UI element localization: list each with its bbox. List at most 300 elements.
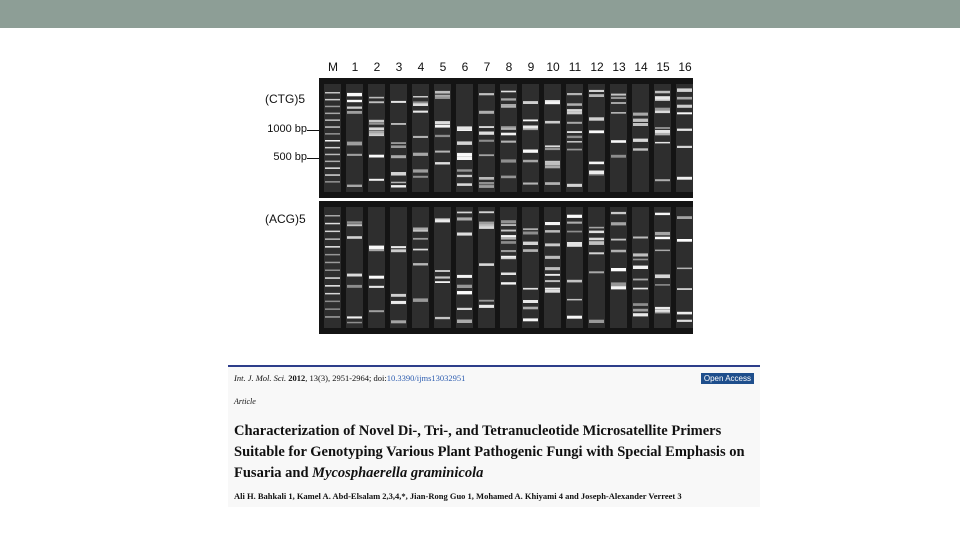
gel-band [413,263,428,265]
volume-pages: , 13(3), 2951-2964; doi: [305,373,387,383]
gel-band [589,252,604,254]
gel-band [655,275,670,278]
gel-band [545,102,560,104]
gel-band [347,316,362,318]
gel-band [347,142,362,144]
gel-band [347,100,362,102]
gel-band [545,274,560,276]
gel-band [479,126,494,128]
gel-band [633,253,648,256]
gel-band [545,280,560,282]
gel-band [391,185,406,187]
gel-band [545,256,560,259]
gel-band [479,177,494,180]
gel-panel-acg [319,201,693,334]
gel-band [325,293,340,295]
gel-band [325,238,340,240]
gel-band [457,154,472,156]
gel-band [369,276,384,279]
gel-band [523,307,538,310]
gel-band [633,148,648,150]
gel-band [545,162,560,165]
gel-band [391,320,406,323]
gel-band [677,320,692,322]
gel-band [633,309,648,312]
gel-band [633,259,648,261]
gel-band [567,316,582,319]
lane-label-3: 3 [395,60,403,74]
gel-band [325,167,340,169]
gel-band [479,185,494,188]
gel-band [545,222,560,225]
gel-band [479,300,494,302]
gel-band [457,183,472,186]
gel-band [435,220,450,223]
gel-band [413,136,428,138]
article-type: Article [234,397,256,406]
gel-band [589,238,604,241]
gel-band [325,133,340,135]
gel-band [457,233,472,236]
gel-band [501,91,516,93]
gel-acg-lane-12 [588,207,605,328]
gel-band [413,230,428,232]
gel-band [677,239,692,242]
gel-band [545,165,560,168]
gel-band [611,239,626,241]
gel-band [567,215,582,218]
gel-band [435,270,450,272]
gel-band [325,254,340,256]
gel-band [677,97,692,100]
gel-band [347,93,362,96]
gel-band [589,90,604,92]
gel-band [677,268,692,270]
gel-band [633,119,648,122]
gel-band [479,263,494,266]
gel-band [435,281,450,283]
gel-band [435,95,450,97]
gel-band [413,101,428,103]
gel-band [347,154,362,156]
gel-band [457,320,472,324]
gel-acg-lane-5 [434,207,451,328]
gel-band [413,298,428,302]
gel-band [611,222,626,225]
gel-band [523,101,538,104]
gel-band [523,120,538,122]
gel-band [633,139,648,142]
gel-band [545,230,560,233]
gel-band [501,159,516,162]
gel-band [369,249,384,251]
gel-band [567,231,582,233]
lane-label-11: 11 [568,60,582,74]
gel-band [479,132,494,135]
gel-band [501,220,516,223]
gel-band [435,162,450,164]
gel-band [479,182,494,185]
gel-band [391,155,406,158]
gel-ctg-lane-9 [522,84,539,192]
gel-band [325,174,340,176]
gel-band [611,282,626,285]
gel-band [655,307,670,310]
gel-ctg-lane-16 [676,84,693,192]
gel-band [325,316,340,318]
marker-tick-1000bp [307,130,319,131]
gel-band [523,183,538,185]
gel-band [435,125,450,128]
gel-band [545,121,560,124]
gel-band [545,267,560,270]
paper-title [234,421,754,484]
gel-band [325,106,340,108]
gel-band [391,142,406,144]
marker-label-1000bp: 1000 bp [267,123,307,135]
gel-band [325,147,340,149]
gel-band [325,119,340,121]
gel-band [369,101,384,103]
primer-label-acg: (ACG)5 [265,212,306,226]
gel-band [325,161,340,163]
gel-band [677,112,692,114]
gel-band [501,235,516,237]
gel-band [611,94,626,96]
gel-band [655,232,670,235]
gel-band [655,237,670,240]
gel-band [325,285,340,287]
gel-band [633,113,648,116]
gel-band [501,224,516,226]
paper-title-species: Mycosphaerella graminicola [312,465,484,481]
gel-band [523,249,538,252]
lane-label-2: 2 [373,60,381,74]
gel-band [501,141,516,143]
gel-band [457,275,472,278]
gel-ctg-lane-7 [478,84,495,192]
gel-band [501,230,516,232]
gel-band [457,141,472,145]
gel-band [325,92,340,94]
gel-band [655,91,670,94]
gel-band [633,279,648,281]
gel-band [347,221,362,224]
gel-band [435,135,450,137]
gel-figure [255,58,705,338]
gel-band [523,126,538,129]
top-banner [0,0,960,28]
marker-tick-500bp [307,158,319,159]
gel-band [611,155,626,158]
lane-label-10: 10 [546,60,560,74]
gel-band [567,184,582,187]
gel-band [325,246,340,248]
gel-band [523,300,538,303]
citation-line [234,373,465,383]
gel-band [567,131,582,133]
gel-ctg-lane-12 [588,84,605,192]
gel-band [545,290,560,293]
gel-band [633,303,648,306]
gel-band [589,227,604,229]
gel-band [325,126,340,128]
gel-band [479,305,494,308]
gel-band [325,154,340,156]
gel-band [413,103,428,106]
gel-band [435,276,450,278]
gel-band [435,218,450,220]
open-access-badge[interactable]: Open Access [701,373,754,384]
gel-band [457,212,472,214]
gel-band [413,176,428,178]
gel-band [413,111,428,113]
gel-band [413,96,428,98]
gel-band [391,172,406,175]
gel-band [391,123,406,125]
gel-band [347,285,362,288]
lane-label-13: 13 [612,60,626,74]
gel-band [457,292,472,295]
gel-band [369,179,384,181]
gel-band [325,223,340,225]
lane-label-4: 4 [417,60,425,74]
gel-band [435,91,450,94]
gel-band [325,308,340,310]
gel-band [369,310,384,312]
gel-band [413,249,428,251]
gel-band [325,301,340,303]
gel-band [655,250,670,252]
gel-band [325,270,340,272]
gel-band [611,268,626,271]
gel-band [523,288,538,290]
lane-label-6: 6 [461,60,469,74]
gel-band [369,97,384,99]
gel-band [523,128,538,130]
gel-band [457,217,472,220]
gel-acg-lane-2 [368,207,385,328]
gel-acg-lane-9 [522,207,539,328]
gel-band [501,176,516,179]
gel-band [347,322,362,324]
paper-title-main: Characterization of Novel Di-, Tri-, and Tetranucleotide Microsatellite Primers Suitable for Genotyping Various Plant Pathogenic Fungi with Special Emphasis on Fusaria and [234,423,745,481]
gel-band [633,288,648,290]
gel-ctg-lane-14 [632,84,649,192]
gel-band [369,123,384,125]
gel-band [369,246,384,249]
gel-band [567,242,582,244]
gel-band [545,182,560,185]
gel-band [677,312,692,315]
gel-band [501,98,516,100]
gel-band [655,213,670,215]
gel-band [567,136,582,138]
gel-band [611,212,626,214]
author-list: Ali H. Bahkali 1, Kamel A. Abd-Elsalam 2,3,4,*, Jian-Rong Guo 1, Mohamed A. Khiyami 4 and Joseph-Alexander Verreet 3 [234,491,682,501]
gel-band [589,130,604,133]
gel-band [501,241,516,244]
gel-band [391,182,406,184]
gel-band [325,231,340,233]
gel-band [567,141,582,143]
gel-band [567,280,582,283]
gel-band [347,236,362,239]
gel-band [545,145,560,147]
gel-band [479,111,494,114]
gel-band [567,243,582,246]
gel-band [611,250,626,252]
gel-band [479,140,494,142]
gel-band [391,101,406,103]
gel-band [457,126,472,129]
gel-band [523,228,538,230]
gel-band [655,130,670,133]
gel-band [369,134,384,136]
gel-band [325,140,340,142]
gel-band [501,126,516,128]
lane-label-8: 8 [505,60,513,74]
gel-band [633,313,648,316]
lane-label-12: 12 [590,60,604,74]
gel-acg-lane-3 [390,207,407,328]
lane-label-1: 1 [351,60,359,74]
lane-label-14: 14 [634,60,648,74]
gel-band [589,94,604,97]
gel-band [347,224,362,226]
gel-band [633,237,648,239]
gel-band [501,133,516,136]
gel-acg-lane-11 [566,207,583,328]
gel-band [567,149,582,151]
lane-label-16: 16 [678,60,692,74]
gel-band [457,157,472,160]
gel-band [677,177,692,180]
gel-band [589,320,604,323]
gel-band [567,299,582,301]
gel-band [501,273,516,276]
lane-label-15: 15 [656,60,670,74]
gel-band [589,231,604,234]
gel-ctg-lane-13 [610,84,627,192]
gel-band [369,155,384,158]
gel-band [523,160,538,163]
gel-band [567,93,582,95]
gel-band [413,228,428,230]
gel-band [479,93,494,95]
gel-band [501,250,516,252]
gel-band [589,162,604,165]
gel-band [325,262,340,264]
journal-year: 2012 [288,373,306,383]
gel-band [435,121,450,124]
doi-link[interactable]: 10.3390/ijms13032951 [386,373,466,383]
gel-band [633,123,648,126]
gel-band [457,308,472,310]
gel-band [325,181,340,183]
gel-band [655,127,670,129]
gel-band [567,112,582,115]
lane-label-9: 9 [527,60,535,74]
gel-band [611,112,626,114]
gel-band [457,129,472,131]
gel-band [479,222,494,225]
gel-acg-lane-16 [676,207,693,328]
gel-band [677,216,692,219]
gel-band [545,288,560,290]
gel-acg-lane-4 [412,207,429,328]
gel-band [567,109,582,112]
gel-band [589,271,604,273]
gel-band [523,150,538,153]
gel-band [611,140,626,143]
gel-band [655,142,670,144]
gel-band [391,249,406,252]
gel-band [611,287,626,290]
gel-band [655,284,670,286]
gel-band [457,285,472,288]
gel-band [545,243,560,246]
gel-band [479,224,494,226]
gel-band [633,266,648,269]
gel-band [391,301,406,304]
gel-band [413,238,428,240]
gel-band [413,153,428,156]
gel-ctg-lane-3 [390,84,407,192]
gel-band [435,151,450,153]
paper-header-excerpt [228,365,760,507]
gel-band [369,120,384,122]
gel-band [347,274,362,277]
gel-band [567,103,582,106]
gel-band [325,215,340,217]
marker-label-500bp: 500 bp [273,151,307,163]
gel-ctg-lane-5 [434,84,451,192]
lane-label-5: 5 [439,60,447,74]
gel-band [391,146,406,148]
gel-band [369,131,384,133]
gel-band [611,97,626,99]
gel-band [589,241,604,245]
gel-band [347,111,362,114]
gel-band [589,171,604,175]
gel-band [655,179,670,181]
gel-band [567,122,582,124]
gel-band [501,282,516,284]
gel-band [479,154,494,156]
gel-band [325,277,340,279]
gel-band [501,104,516,107]
gel-band [523,232,538,235]
primer-label-ctg: (CTG)5 [265,92,305,106]
gel-band [677,105,692,108]
gel-band [391,294,406,297]
gel-band [545,148,560,150]
gel-band [655,96,670,99]
gel-band [325,113,340,115]
gel-band [655,108,670,111]
gel-band [325,99,340,101]
gel-band [369,127,384,130]
gel-panel-ctg [319,78,693,198]
gel-band [611,102,626,104]
lane-label-7: 7 [483,60,491,74]
gel-band [677,146,692,148]
gel-band [369,286,384,288]
gel-ctg-lane-2 [368,84,385,192]
gel-band [347,107,362,109]
gel-band [413,169,428,172]
